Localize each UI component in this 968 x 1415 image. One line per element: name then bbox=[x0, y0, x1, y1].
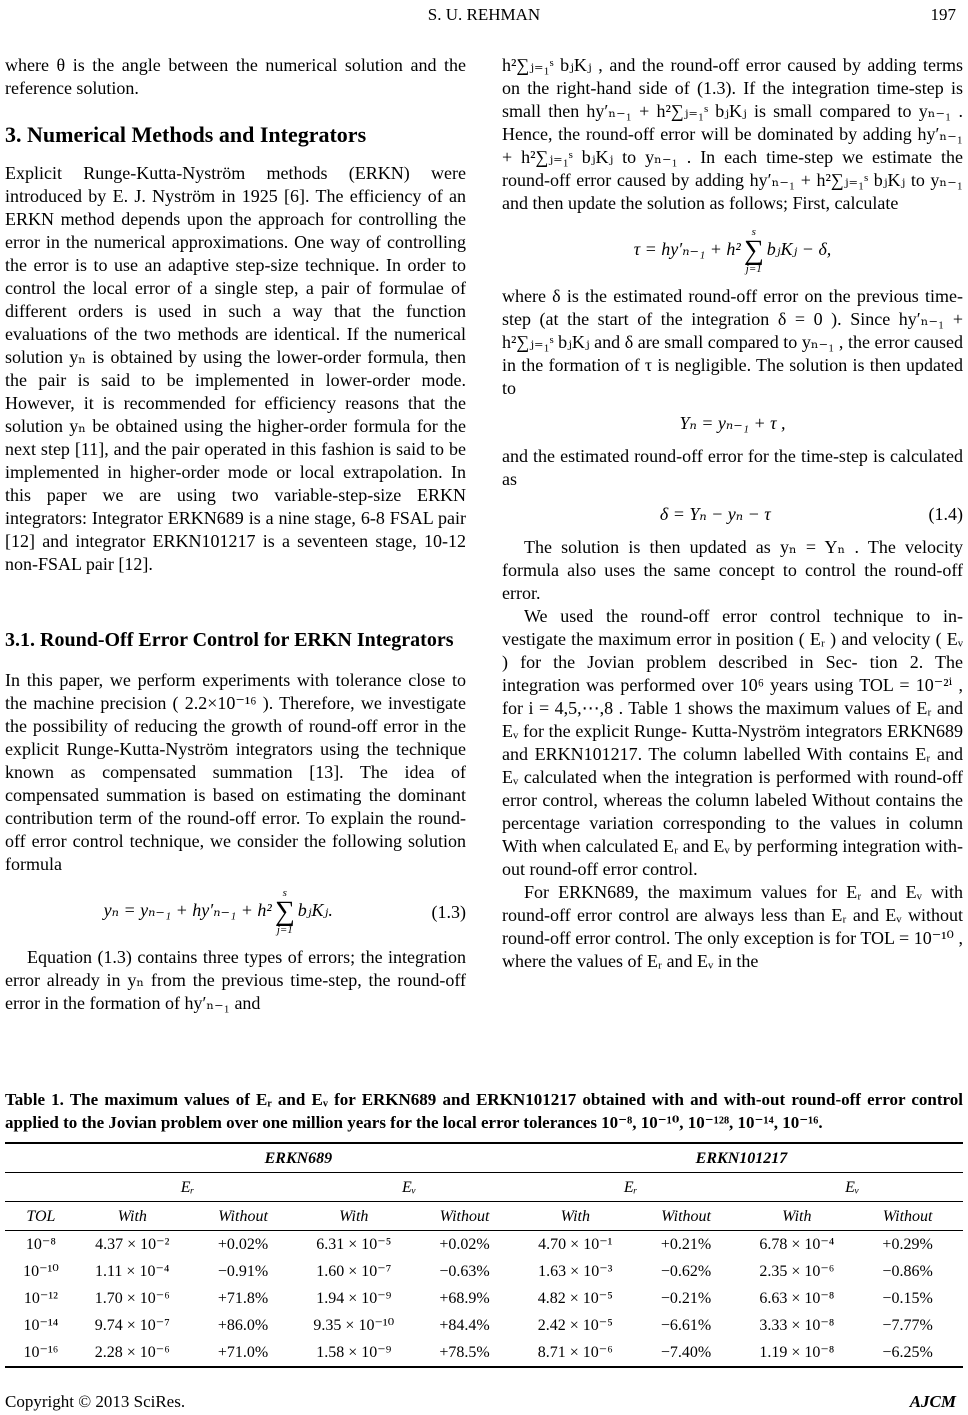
table-row bbox=[5, 1339, 963, 1367]
summation-symbol bbox=[275, 888, 295, 936]
table-cell: −7.40% bbox=[660, 1344, 712, 1361]
paragraph-delta: where δ is the estimated round-off error on the previous time-step (at the start of the integration δ = 0 ). Since hy′ₙ₋₁ + h²∑ⱼ₌₁ˢ bⱼKⱼ and δ are small compared to yₙ₋₁ , the error caused in the formation of τ is negligible. The solution is then updated to bbox=[502, 286, 963, 398]
table-cell: +71.8% bbox=[217, 1290, 269, 1307]
paragraph-equation13: Equation (1.3) contains three types of errors; the integration error already in yₙ from the previous time-step, the round-off error in the formation of hy′ₙ₋₁ and bbox=[5, 947, 466, 1013]
sum-lower-limit: j=1 bbox=[276, 924, 293, 936]
table-cell: −0.21% bbox=[660, 1290, 712, 1307]
table-cell: −6.25% bbox=[882, 1344, 933, 1361]
table-cell-empty bbox=[5, 1173, 77, 1202]
sum-upper-limit: s bbox=[751, 226, 756, 238]
sum-lower-limit: j=1 bbox=[745, 263, 762, 275]
table-cell: 8.71 × 10⁻⁶ bbox=[537, 1344, 613, 1361]
sum-upper-limit: s bbox=[282, 887, 287, 899]
table-group-header-row bbox=[5, 1143, 963, 1173]
table-row bbox=[5, 1285, 963, 1312]
table-cell: −0.63% bbox=[439, 1263, 490, 1280]
paragraph-estimated: and the estimated round-off error for the time-step is calculated as bbox=[502, 446, 963, 489]
table-cell: 9.35 × 10⁻¹⁰ bbox=[313, 1317, 395, 1334]
table-cell: 3.33 × 10⁻⁸ bbox=[759, 1317, 835, 1334]
paragraph-section3: Explicit Runge-Kutta-Nyström methods (ERKN) were introduced by E. J. Nyström in 1925 [6]. The efficiency of an ERKN method depends upon the approach for controlling the error in the numerical approximations. One way of controlling the error is to use an adaptive step-size technique. In order to control the local error of a single step, a pair of formulae of different orders is used in such a way that the function evaluations of the two methods are identical. If the numerical solution yₙ is obtained by using the lower-order formula, then the pair is said to be implemented in lower-order mode. However, it is recommended for efficiency reasons that the solution yₙ be obtained using the higher-order formula for the next step [11], and the pair operated in this fashion is said to be implemented in higher-order mode or local extrapolation. In this paper we are using two variable-step-size ERKN integrators: Integrator ERKN689 is a nine stage, 6-8 FSAL pair [12] and integrator ERKN101217 is a seventeen stage, 10-12 non-FSAL pair [12]. bbox=[5, 163, 466, 574]
table-cell: −7.77% bbox=[882, 1317, 933, 1334]
table-subgroup-header: Eᵣ bbox=[520, 1173, 742, 1202]
paragraph-weused: We used the round-off error control technique to in- vestigate the maximum error in position ( Eᵣ ) and velocity ( Eᵥ ) for the Jovian problem described in Sec- tion 2. The integration was performed over 10⁶ years using TOL = 10⁻²ⁱ , for i = 4,5,⋯,8 . Table 1 shows the maximum values of Eᵣ and Eᵥ for the explicit Runge- Kutta-Nyström integrators ERKN689 and ERKN101217. The column labelled With contains Eᵣ and Eᵥ calculated when the integration is performed with round-off error control, whereas the column labeled Without contains the percentage variation corresponding to the values in column With when calculated Eᵣ and Eᵥ by performing integration with-out round-off error control. bbox=[502, 606, 963, 879]
table-row bbox=[5, 1231, 963, 1259]
table-cell: 1.60 × 10⁻⁷ bbox=[316, 1263, 392, 1280]
equation-number: (1.3) bbox=[431, 901, 466, 922]
table-cell: 1.19 × 10⁻⁸ bbox=[759, 1344, 835, 1361]
table-subgroup-header: Eᵥ bbox=[741, 1173, 963, 1202]
table-subgroup-header: Eᵥ bbox=[298, 1173, 520, 1202]
paragraph-updated: The solution is then updated as yₙ = Yₙ . The velocity formula also uses the same concept to control the round-off error. bbox=[502, 537, 963, 603]
table-caption: Table 1. The maximum values of Eᵣ and Eᵥ for ERKN689 and ERKN101217 obtained with and with-out round-off error control applied to the Jovian problem over one million years for the local error tolerances 10⁻⁸, 10⁻¹⁰, 10⁻¹²⁸, 10⁻¹⁴, 10⁻¹⁶. bbox=[5, 1090, 963, 1132]
table-cell: 10⁻⁸ bbox=[25, 1236, 56, 1253]
right-column bbox=[502, 54, 963, 1086]
table-column-header: Without bbox=[852, 1202, 963, 1231]
table-group-header: ERKN689 bbox=[77, 1143, 520, 1173]
table-column-header: Without bbox=[409, 1202, 520, 1231]
table-cell: 1.11 × 10⁻⁴ bbox=[95, 1263, 170, 1280]
equation-tau-body bbox=[502, 227, 963, 275]
copyright-notice: Copyright © 2013 SciRes. bbox=[5, 1392, 186, 1411]
two-column-body bbox=[5, 54, 963, 1086]
equation-Yn-body: Yₙ = yₙ₋₁ + τ , bbox=[679, 413, 786, 433]
equation-text: bⱼKⱼ. bbox=[297, 900, 333, 921]
table-column-header: With bbox=[520, 1202, 631, 1231]
paragraph-theta: where θ is the angle between the numerical solution and the reference solution. bbox=[5, 55, 466, 98]
table-cell: +0.21% bbox=[660, 1236, 712, 1253]
table-column-header: TOL bbox=[5, 1202, 77, 1231]
table-cell: 6.31 × 10⁻⁵ bbox=[316, 1236, 392, 1253]
journal-abbreviation: AJCM bbox=[909, 1392, 956, 1411]
paragraph-forerkn: For ERKN689, the maximum values for Eᵣ and Eᵥ with round-off error control are always less than Eᵣ and Eᵥ without round-off error control. The only exception is for TOL = 10⁻¹⁰ , where the values of Eᵣ and Eᵥ in the bbox=[502, 882, 963, 971]
paragraph-roundoff: h²∑ⱼ₌₁ˢ bⱼKⱼ , and the round-off error caused by adding terms on the right-hand side of (1.3). If the integration time-step is small then hy′ₙ₋₁ + h²∑ⱼ₌₁ˢ bⱼKⱼ is small compared to yₙ₋₁ . Hence, the round-off error will be dominated by adding hy′ₙ₋₁ + h²∑ⱼ₌₁ˢ bⱼKⱼ to yₙ₋₁ . In each time-step we estimate the round-off error caused by adding hy′ₙ₋₁ + h²∑ⱼ₌₁ˢ bⱼKⱼ to yₙ₋₁ and then update the solution as follows; First, calculate bbox=[502, 55, 963, 213]
equation-1-3-body bbox=[5, 888, 432, 936]
table-cell-empty bbox=[5, 1143, 77, 1173]
section-3-1-heading: 3.1. Round-Off Error Control for ERKN Integrators bbox=[5, 629, 454, 651]
left-column bbox=[5, 54, 466, 1086]
table-cell: 10⁻¹⁶ bbox=[23, 1344, 59, 1361]
running-head bbox=[0, 3, 968, 27]
page-number: 197 bbox=[930, 5, 956, 24]
table-cell: 10⁻¹⁰ bbox=[23, 1263, 59, 1280]
table-cell: −0.62% bbox=[660, 1263, 712, 1280]
equation-number: (1.4) bbox=[928, 504, 963, 524]
table-cell: 6.78 × 10⁻⁴ bbox=[759, 1236, 835, 1253]
table-subgroup-header: Eᵣ bbox=[77, 1173, 299, 1202]
table-cell: 9.74 × 10⁻⁷ bbox=[94, 1317, 170, 1334]
table-cell: 1.70 × 10⁻⁶ bbox=[94, 1290, 170, 1307]
table-cell: +0.29% bbox=[882, 1236, 933, 1253]
table-cell: +71.0% bbox=[217, 1344, 269, 1361]
table-subgroup-header-row bbox=[5, 1173, 963, 1202]
table-1-block bbox=[5, 1088, 963, 1368]
table-cell: 10⁻¹⁴ bbox=[23, 1317, 59, 1334]
table-1 bbox=[5, 1142, 963, 1368]
table-group-header: ERKN101217 bbox=[520, 1143, 963, 1173]
summation-symbol bbox=[744, 227, 764, 275]
table-column-header-row bbox=[5, 1202, 963, 1231]
table-cell: −0.15% bbox=[882, 1290, 933, 1307]
table-cell: 2.35 × 10⁻⁶ bbox=[759, 1263, 835, 1280]
table-cell: 10⁻¹² bbox=[23, 1290, 58, 1307]
equation-text: bⱼKⱼ − δ, bbox=[766, 239, 832, 260]
equation-Yn bbox=[502, 412, 963, 435]
table-cell: 2.28 × 10⁻⁶ bbox=[94, 1344, 170, 1361]
equation-text: τ = hy′ₙ₋₁ + h² bbox=[633, 239, 741, 260]
table-cell: 2.42 × 10⁻⁵ bbox=[537, 1317, 613, 1334]
paragraph-tolerance: In this paper, we perform experiments with tolerance close to the machine precision ( 2.2×10⁻¹⁶ ). Therefore, we investigate the possibility of reducing the growth of round-off error in the explicit Runge-Kutta-Nyström integrators using the technique known as compensated summation [13]. The idea of compensated summation is based on estimating the dominant contribution term of the round-off error. To explain the round-off error control technique, we consider the following solution formula bbox=[5, 670, 466, 874]
equation-text: yₙ = yₙ₋₁ + hy′ₙ₋₁ + h² bbox=[103, 900, 272, 921]
section-3-heading: 3. Numerical Methods and Integrators bbox=[5, 122, 367, 147]
table-cell: +84.4% bbox=[439, 1317, 490, 1334]
table-row bbox=[5, 1312, 963, 1339]
table-cell: −6.61% bbox=[660, 1317, 712, 1334]
equation-1-3 bbox=[5, 888, 466, 936]
table-column-header: With bbox=[741, 1202, 852, 1231]
equation-1-4 bbox=[502, 503, 963, 526]
table-cell: +0.02% bbox=[439, 1236, 490, 1253]
table-cell: 4.82 × 10⁻⁵ bbox=[537, 1290, 613, 1307]
table-cell: +86.0% bbox=[217, 1317, 269, 1334]
table-column-header: With bbox=[298, 1202, 409, 1231]
table-cell: 1.94 × 10⁻⁹ bbox=[316, 1290, 392, 1307]
table-column-header: With bbox=[77, 1202, 188, 1231]
table-cell: 4.70 × 10⁻¹ bbox=[538, 1236, 613, 1253]
table-column-header: Without bbox=[188, 1202, 299, 1231]
table-cell: −0.86% bbox=[882, 1263, 933, 1280]
equation-1-4-body: δ = Yₙ − yₙ − τ bbox=[659, 504, 771, 524]
table-cell: +0.02% bbox=[217, 1236, 269, 1253]
running-author: S. U. REHMAN bbox=[427, 5, 541, 24]
page-footer bbox=[5, 1390, 963, 1414]
table-cell: 1.58 × 10⁻⁹ bbox=[316, 1344, 392, 1361]
table-cell: +68.9% bbox=[439, 1290, 490, 1307]
table-cell: 4.37 × 10⁻² bbox=[95, 1236, 170, 1253]
sigma-glyph: ∑ bbox=[274, 896, 295, 927]
table-cell: −0.91% bbox=[217, 1263, 269, 1280]
table-column-header: Without bbox=[631, 1202, 742, 1231]
sigma-glyph: ∑ bbox=[743, 235, 764, 266]
table-cell: +78.5% bbox=[439, 1344, 490, 1361]
table-cell: 1.63 × 10⁻³ bbox=[538, 1263, 613, 1280]
table-row bbox=[5, 1258, 963, 1285]
equation-tau bbox=[502, 227, 963, 275]
table-cell: 6.63 × 10⁻⁸ bbox=[759, 1290, 835, 1307]
